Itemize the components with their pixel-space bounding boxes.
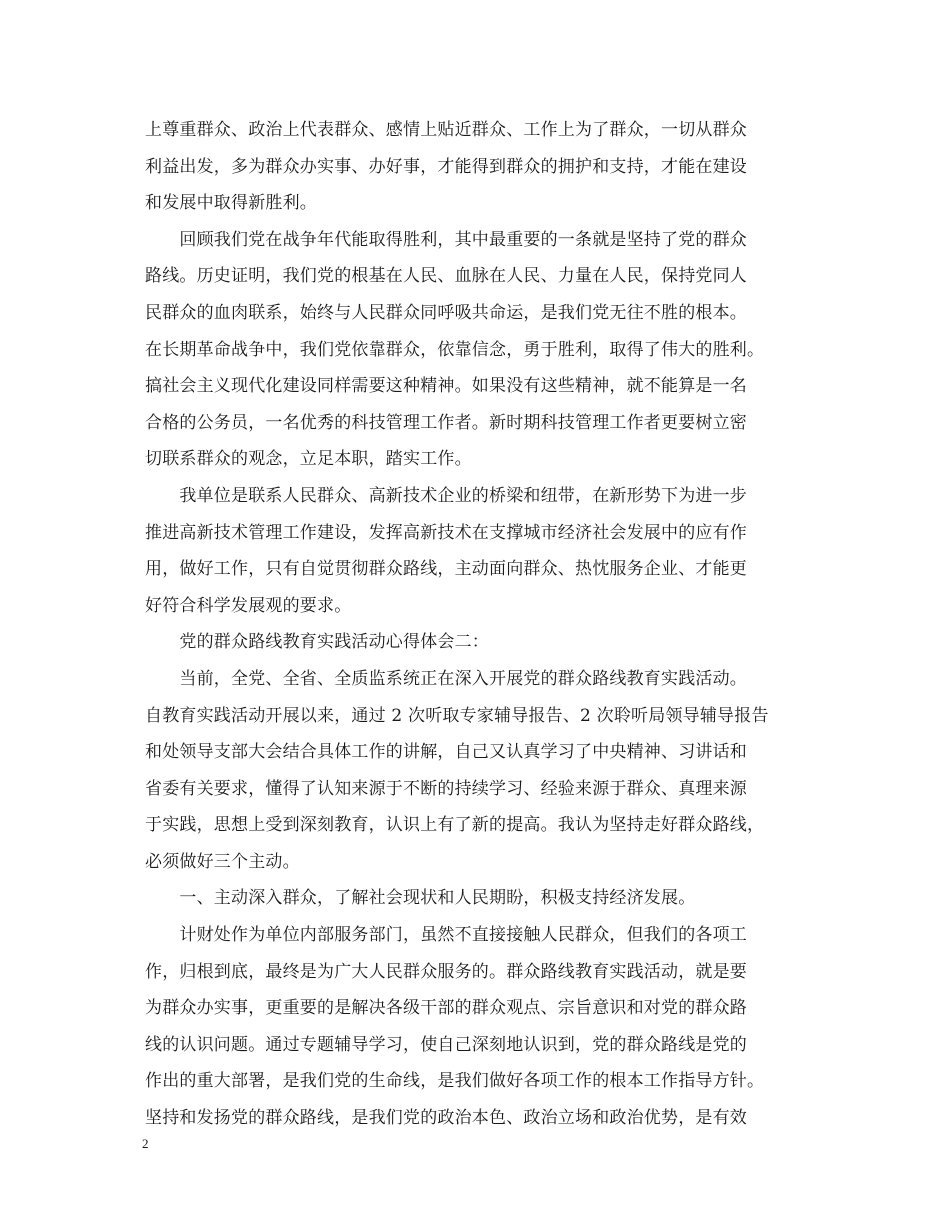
text-line: 用，做好工作，只有自觉贯彻群众路线，主动面向群众、热忱服务企业、才能更 xyxy=(145,559,747,580)
text-line: 回顾我们党在战争年代能取得胜利，其中最重要的一条就是坚持了党的群众 xyxy=(145,229,747,250)
text-line: 切联系群众的观念，立足本职，踏实工作。 xyxy=(145,449,472,470)
body-text xyxy=(145,112,805,1137)
text-line: 于实践，思想上受到深刻教育，认识上有了新的提高。我认为坚持走好群众路线， xyxy=(145,815,765,836)
text-line: 作，归根到底，最终是为广大人民群众服务的。群众路线教育实践活动，就是要 xyxy=(145,961,747,982)
text-line: 上尊重群众、政治上代表群众、感情上贴近群众、工作上为了群众，一切从群众 xyxy=(145,120,747,140)
text-line: 推进高新技术管理工作建设，发挥高新技术在支撑城市经济社会发展中的应有作 xyxy=(145,522,747,543)
text-line: 计财处作为单位内部服务部门，虽然不直接接触人民群众，但我们的各项工 xyxy=(145,925,747,946)
text-line: 当前，全党、全省、全质监系统正在深入开展党的群众路线教育实践活动。 xyxy=(145,668,747,689)
text-line: 为群众办实事，更重要的是解决各级干部的群众观点、宗旨意识和对党的群众路 xyxy=(145,998,747,1019)
text-line: 和发展中取得新胜利。 xyxy=(145,193,317,214)
text-line: 必须做好三个主动。 xyxy=(145,851,300,872)
text-line: 民群众的血肉联系，始终与人民群众同呼吸共命运，是我们党无往不胜的根本。 xyxy=(145,302,747,323)
text-line: 在长期革命战争中，我们党依靠群众，依靠信念，勇于胜利，取得了伟大的胜利。 xyxy=(145,339,765,360)
text-line: 搞社会主义现代化建设同样需要这种精神。如果没有这些精神，就不能算是一名 xyxy=(145,376,747,397)
subsection-heading: 一、主动深入群众，了解社会现状和人民期盼，积极支持经济发展。 xyxy=(145,888,696,909)
text-line: 我单位是联系人民群众、高新技术企业的桥梁和纽带，在新形势下为进一步 xyxy=(145,485,747,506)
page-number: 2 xyxy=(142,1136,149,1151)
section-heading: 党的群众路线教育实践活动心得体会二： xyxy=(145,632,489,653)
text-line: 利益出发，多为群众办实事、办好事，才能得到群众的拥护和支持，才能在建设 xyxy=(145,156,747,177)
text-line: 好符合科学发展观的要求。 xyxy=(145,595,352,616)
text-line: 坚持和发扬党的群众路线，是我们党的政治本色、政治立场和政治优势，是有效 xyxy=(145,1108,747,1129)
text-line: 线的认识问题。通过专题辅导学习，使自己深刻地认识到，党的群众路线是党的 xyxy=(145,1034,747,1055)
text-line: 自教育实践活动开展以来，通过 2 次听取专家辅导报告、2 次聆听局领导辅导报告 xyxy=(145,705,769,726)
text-line: 和处领导支部大会结合具体工作的讲解，自己又认真学习了中央精神、习讲话和 xyxy=(145,742,747,763)
text-line: 合格的公务员，一名优秀的科技管理工作者。新时期科技管理工作者更要树立密 xyxy=(145,412,747,433)
text-line: 路线。历史证明，我们党的根基在人民、血脉在人民、力量在人民，保持党同人 xyxy=(145,266,747,287)
text-line: 省委有关要求，懂得了认知来源于不断的持续学习、经验来源于群众、真理来源 xyxy=(145,778,747,799)
text-line: 作出的重大部署，是我们党的生命线，是我们做好各项工作的根本工作指导方针。 xyxy=(145,1071,765,1092)
